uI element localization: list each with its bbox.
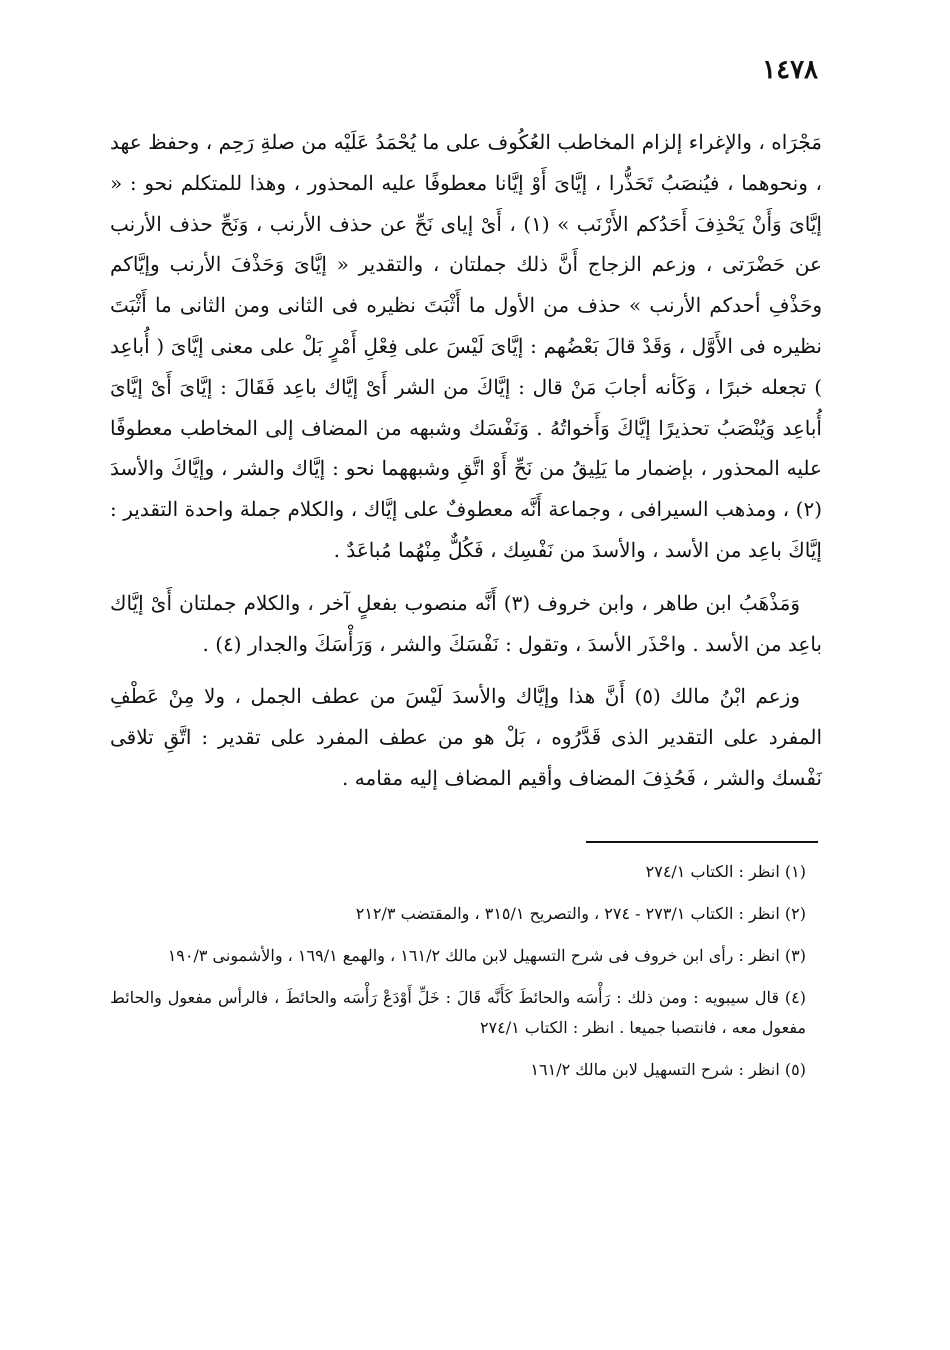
footnote-text: انظر : الكتاب ٢٧٣/١ - ٢٧٤ ، والتصريح ٣١٥/١ ، والمقتضب ٢١٢/٣ — [355, 903, 780, 923]
footnote-number: (٥) — [784, 1059, 806, 1079]
footnote-number: (١) — [784, 861, 806, 881]
footnote-text: قال سيبويه : ومن ذلك : رَأْسَه والحائطَ كَأَنَّه قَالَ : خَلِّ أَوْدَعْ رَأْسَه والحائطَ ، فالرأس مفعول والحائط مفعول معه ، فانتصبا جميعا . انظر : الكتاب ٢٧٤/١ — [110, 987, 806, 1037]
footnotes — [110, 857, 822, 1085]
footnote-number: (٢) — [784, 903, 806, 923]
paragraph-2: وَمَذْهَبُ ابن طاهر ، وابن خروف (٣) أَنَّه منصوب بفعلٍ آخر ، والكلام جملتان أَىْ إيَّاك باعِد من الأسد . واحْذَر الأسدَ ، وتقول : نَفْسَكَ والشر ، وَرَأْسَكَ والجدار (٤) . — [110, 590, 822, 656]
footnote-divider — [586, 841, 818, 843]
footnote-4 — [110, 983, 822, 1043]
page-number: ١٤٧٨ — [762, 55, 818, 85]
footnote-text: انظر : الكتاب ٢٧٤/١ — [645, 861, 780, 881]
footnote-5 — [110, 1055, 822, 1085]
paragraph-3: وزعم ابْنُ مالك (٥) أَنَّ هذا وإيَّاك والأسدَ لَيْسَ من عطف الجمل ، ولا مِنْ عَطْفِ المفرد على التقدير الذى قَدَّرُوه ، بَلْ هو من عطف المفرد على تقدير : اتَّقِ تلاقى نَفْسك والشر ، فَحُذِفَ المضاف وأقيم المضاف إليه مقامه . — [110, 684, 822, 790]
footnote-number: (٤) — [784, 987, 806, 1007]
book-page — [110, 40, 822, 1097]
footnote-text: انظر : رأى ابن خروف فى شرح التسهيل لابن مالك ١٦١/٢ ، والهمع ١٦٩/١ ، والأشمونى ١٩٠/٣ — [167, 945, 780, 965]
main-text — [110, 122, 822, 799]
footnote-1 — [110, 857, 822, 887]
footnote-number: (٣) — [784, 945, 806, 965]
footnote-3 — [110, 941, 822, 971]
paragraph-1: مَجْرَاه ، والإغراء إلزام المخاطب العُكُوف على ما يُحْمَدُ عَلَيْه من صلةِ رَحِم ، وحفظ عهد ، ونحوهما ، فيُنصَبُ تَحَذُّرا ، إيَّاىَ أَوْ إيَّانا معطوفًا عليه المحذور ، وهذا للمتكلم نحو : « إيَّاىَ وَأَنْ يَحْذِفَ أَحَدُكم الأَرْنَب » (١) ، أَىْ إياى نَحِّ عن حذف الأرنب ، وَنَحِّ حذف الأرنب عن حَضْرَتى ، وزعم الزجاج أَنَّ ذلك جملتان ، والتقدير « إيَّاىَ وَحَذْفَ الأرنب وإيَّاكم وحَذْفِ أحدكم الأرنب » حذف من الأول ما أَثْبَتَ نظيره فى الثانى ومن الثانى ما أَثْبَتَ نظيره فى الأَوَّل ، وَقَدْ قالَ بَعْضُهم : إيَّاىَ لَيْسَ على فِعْلِ أَمْرٍ بَلْ على معنى إيَّاىَ ( أُباعِد ) تجعله خبرًا ، وَكَأنه أجابَ مَنْ قال : إيَّاكَ من الشر أَىْ إيَّاك باعِد فَقَالَ : إيَّاىَ أَىْ إيَّاىَ أُباعِد وَيُنْصَبُ تحذيرًا إيَّاكَ وَأَخواتُهُ . وَنَفْسَك وشبهه من المضاف إلى المخاطب معطوفًا عليه المحذور ، بإضمار ما يَلِيقُ من نَحِّ أَوْ اتَّقِ وشبههما نحو : إيَّاك والشر ، وإيَّاكَ والأسدَ (٢) ، ومذهب السيرافى ، وجماعة أَنَّه معطوفٌ على إيَّاك ، والكلام جملة واحدة التقدير : إيَّاكَ باعِد من الأسد ، والأسدَ من نَفْسِك ، فَكُلٌّ مِنْهُما مُباعَدٌ . — [110, 130, 822, 562]
footnote-2 — [110, 899, 822, 929]
footnote-text: انظر : شرح التسهيل لابن مالك ١٦١/٢ — [530, 1059, 780, 1079]
